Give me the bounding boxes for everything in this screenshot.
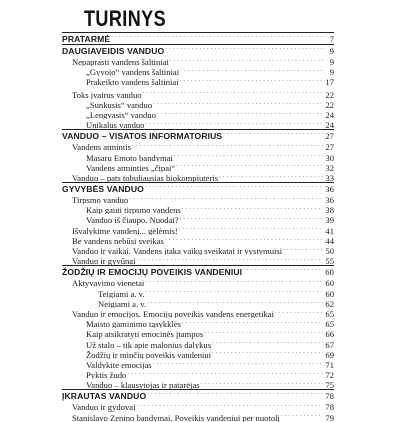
toc-entry-label: Vanduo ir gyvūnai [72,256,136,266]
toc-page-number: 69 [325,349,334,359]
toc-entry-label: Be vandens nebūsi sveikas [72,235,164,245]
dot-leader [143,89,323,98]
toc-entry-label: Vanduo ir emocijos. Emocijų poveikis vandens energetikai [72,308,274,319]
toc-entry-label: PRATARMĖ [62,34,111,44]
toc-page-number: 9 [329,46,334,56]
toc-page-number: 65 [325,319,334,329]
toc-entry[interactable] [62,99,334,109]
dot-leader [176,162,323,171]
dot-leader [182,318,323,327]
toc-entry-label: DAUGIAVEIDIS VANDUO [62,46,165,56]
toc-entry-label: Teigiami a. v. [98,288,145,298]
dot-leader [132,141,323,150]
dot-leader [146,288,323,297]
dot-leader [147,298,323,307]
dot-leader [157,109,323,118]
toc-entry-label: Vanduo iš čiaupo. Nuodai? [86,215,179,225]
toc-entry-label: Neigiami a. v. [98,298,147,308]
toc-entry[interactable] [62,225,334,235]
toc-entry-label: Vanduo ir vaikai. Vandens įtaka vaikų sveikatai ir vystymuisi [72,246,283,256]
toc-entry[interactable] [62,152,334,162]
toc-entry-label: ŽODŽIŲ IR EMOCIJŲ POVEIKIS VANDENIUI [62,267,243,278]
toc-entry[interactable] [62,119,334,129]
toc-entry-label: Toks įvairus vanduo [72,89,142,99]
dot-leader [153,359,323,368]
toc-entry[interactable] [62,339,334,349]
dot-leader [174,152,323,161]
toc-page-number: 66 [325,329,334,339]
dot-leader [204,328,323,337]
dot-leader [145,119,323,128]
toc-entry[interactable] [62,235,334,245]
dot-leader [180,214,323,223]
toc-page-number: 71 [325,359,334,370]
dot-leader [129,194,323,203]
dot-leader [145,183,323,192]
toc-entry[interactable] [62,162,334,172]
toc-page-number: 39 [325,215,334,225]
toc-entry[interactable] [62,318,334,328]
toc-entry-label: „Gyvojo“ vandens šaltiniai [86,67,180,77]
toc-section-heading[interactable] [62,33,334,44]
toc-page-number: 78 [325,402,334,412]
toc-page-number: 24 [325,120,334,130]
dot-leader [212,339,323,348]
toc-section-heading[interactable] [62,45,334,56]
toc-entry-label: Vanduo – klausytojas ir patarėjas [86,380,200,390]
toc-entry-label: Maisto gaminimo tąsykklės [86,319,182,329]
toc-entry[interactable] [62,76,334,86]
toc-entry-label: Valdykite emocijas [86,359,152,370]
toc-entry[interactable] [62,66,334,76]
toc-entry[interactable] [62,172,334,182]
toc-entry[interactable] [62,412,334,422]
toc-page-number: 30 [325,152,334,162]
toc-page-number: 79 [325,412,334,422]
toc-page-number: 7 [329,34,334,44]
page-title: TURINYS [84,6,167,31]
dot-leader [275,308,323,317]
toc-entry[interactable] [62,56,334,66]
toc-entry[interactable] [62,379,334,389]
toc-page-number: 33 [325,172,334,183]
dot-leader [182,204,323,213]
toc-page-number: 60 [325,278,334,288]
toc-page-number: 22 [325,99,334,109]
toc-page-number: 27 [325,131,334,142]
dot-leader [283,245,323,254]
toc-entry-label: Kaip atsikratyti emocinės įtampos [86,329,204,339]
toc-entry-label: Vanduo – pats tobuliausias biokompiuteris [72,172,219,183]
toc-page-number: 67 [325,339,334,349]
toc-page-number: 9 [329,67,334,77]
toc-entry[interactable] [62,308,334,318]
toc-section-heading[interactable] [62,183,334,194]
toc-entry[interactable] [62,349,334,359]
toc-page-number: 24 [325,109,334,120]
toc-entry[interactable] [62,298,334,308]
dot-leader [165,45,323,54]
toc-entry[interactable] [62,89,334,99]
toc-page-number: 55 [325,256,334,266]
toc-entry-label: Unikalus vanduo [86,120,145,130]
dot-leader [219,172,323,181]
dot-leader [111,33,323,42]
dot-leader [212,349,323,358]
toc-entry-label: Tirpsmo vanduo [72,195,129,205]
toc-page-number: 72 [325,370,334,380]
dot-leader [201,379,323,388]
toc-entry-label: Kaip gauti tirpsmo vandens [86,205,181,215]
toc-entry-label: Prakeikto vandens šaltiniai [86,77,179,87]
toc-entry[interactable] [62,328,334,338]
toc-page-number: 36 [325,195,334,205]
toc-entry-label: GYVYBĖS VANDUO [62,184,144,195]
dot-leader [243,266,323,275]
dot-leader [170,56,323,65]
dot-leader [223,130,323,139]
toc-entry-label: Vandens atminties „čipai“ [86,162,176,172]
toc-entry-label: Už stalo – tik apie malonius dalykus [86,339,212,349]
toc-entry[interactable] [62,288,334,298]
toc-entry[interactable] [62,204,334,214]
toc-section-heading[interactable] [62,266,334,277]
toc-section-heading[interactable] [62,130,334,141]
toc-entry[interactable] [62,245,334,255]
dot-leader [145,277,323,286]
toc-page-number: 17 [325,77,334,87]
toc-entry-label: ĮKRAUTAS VANDUO [62,391,147,402]
toc-entry-label: „Sunkusis“ vanduo [86,99,153,109]
toc-entry-label: Stanislavo Zenino bandymai. Poveikis vandeniui per nuotolį [72,412,280,422]
toc-entry[interactable] [62,141,334,151]
dot-leader [179,225,323,234]
toc-page-number: 32 [325,162,334,172]
toc-entry-label: Vanduo ir gydovai [72,402,136,412]
toc-entry[interactable] [62,369,334,379]
dot-leader [147,390,323,399]
toc-page-number: 50 [325,246,334,256]
toc-entry-label: Išvalykime vandenį... gėlėmis! [72,225,178,235]
toc-entry[interactable] [62,277,334,287]
toc-page-number: 75 [325,380,334,390]
toc-entry-label: „Lengvasis“ vanduo [86,109,156,120]
toc-entry[interactable] [62,214,334,224]
toc-entry[interactable] [62,194,334,204]
toc-entry-label: Nepaprasti vandens šaltiniai [72,57,169,67]
toc-entry-label: Žodžių ir minčių poveikis vandeniui [86,349,212,359]
toc-entry[interactable] [62,109,334,119]
toc-page-number: 60 [325,288,334,298]
toc-page-number: 65 [325,308,334,319]
dot-leader [127,369,323,378]
toc-page-number: 27 [325,142,334,152]
toc-page-number: 60 [325,267,334,278]
toc-page-number: 38 [325,205,334,215]
toc-entry-label: Aktyvavimo vienetai [72,278,145,288]
dot-leader [180,66,323,75]
toc-entry-label: Vandens atmintis [72,142,131,152]
toc-page-number: 62 [325,298,334,308]
toc-entry-label: Masaru Emoto bandymai [86,152,173,162]
toc-entry-label: Pyktis žudo [86,370,127,380]
toc-page-number: 9 [329,57,334,67]
dot-leader [153,99,323,108]
table-of-contents [62,32,334,422]
toc-entry[interactable] [62,401,334,411]
dot-leader [137,401,324,410]
dot-leader [281,412,323,421]
dot-leader [137,255,324,264]
toc-entry-label: VANDUO – VISATOS INFORMATORIUS [62,131,223,142]
toc-page-number: 44 [325,235,334,245]
toc-page-number: 22 [325,89,334,99]
toc-page-number: 41 [325,225,334,235]
toc-page-number: 78 [325,391,334,402]
toc-entry[interactable] [62,255,334,265]
toc-page-number: 36 [325,184,334,195]
dot-leader [180,76,323,85]
toc-entry[interactable] [62,359,334,369]
dot-leader [165,235,323,244]
